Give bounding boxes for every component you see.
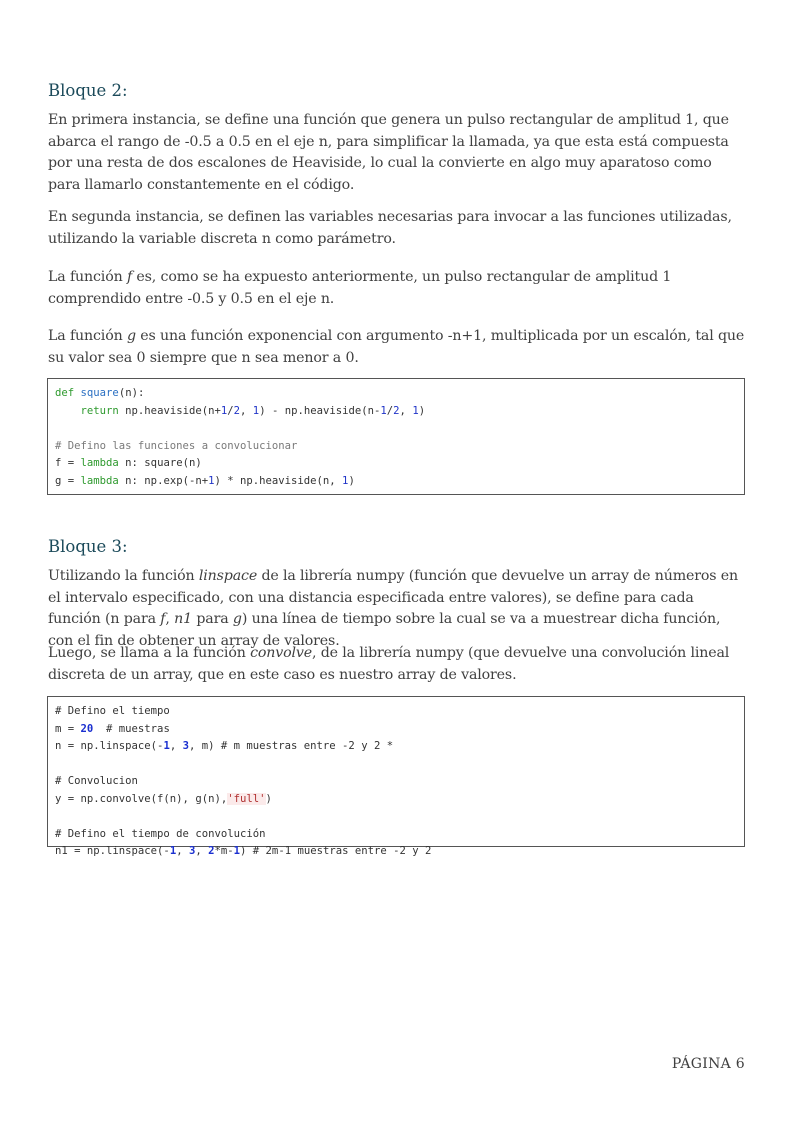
- code-token: 2: [233, 404, 241, 417]
- code-token: f =: [55, 457, 81, 469]
- code-token: # Defino las funciones a convolucionar: [55, 439, 298, 452]
- paragraph: [48, 326, 748, 369]
- code-line: [55, 721, 737, 739]
- code-token: 3: [188, 845, 196, 857]
- code-token: ): [265, 792, 272, 805]
- code-token: n: np.exp(-n+: [118, 474, 209, 487]
- paragraph: [48, 643, 748, 686]
- code-token: 1: [380, 404, 387, 417]
- code-line: [55, 791, 737, 809]
- code-token: def: [55, 387, 75, 399]
- code-token: /: [386, 404, 394, 417]
- code-token: lambda: [80, 474, 119, 487]
- text: es, como se ha expuesto anteriormente, un pulso rectangular de amplitud 1 comprendido entre -0.5 y 0.5 en el eje n.: [48, 269, 672, 307]
- code-line: [55, 385, 737, 403]
- code-token: # Defino el tiempo: [55, 705, 170, 717]
- text: , de la librería numpy (que devuelve una convolución lineal discreta de un array, que en este caso es nuestro array de valores.: [48, 645, 730, 683]
- text: n1: [174, 611, 192, 627]
- code-token: /: [227, 404, 234, 417]
- page-number: PÁGINA 6: [671, 1056, 745, 1072]
- code-token: m =: [55, 722, 81, 735]
- paragraph: En segunda instancia, se definen las variables necesarias para invocar a las funciones utilizadas, utilizando la variable discreta n como parámetro.: [48, 209, 732, 247]
- code-token: ): [348, 474, 355, 487]
- code-token: 1: [342, 474, 349, 487]
- code-line: [55, 703, 737, 721]
- code-token: , m) # m muestras entre -2 y 2 *: [188, 740, 394, 752]
- code-token: n1 = np.linspace(-: [55, 845, 170, 857]
- code-token: n = np.linspace(-: [55, 740, 164, 752]
- paragraph: [48, 267, 748, 310]
- code-line: [55, 473, 737, 491]
- text: de la librería numpy (función que devuelve un array de números en el intervalo especificado, con una distancia especificada entre valores), se define para cada función (n para: [48, 568, 739, 627]
- code-line: [55, 738, 737, 756]
- code-token: 1: [169, 845, 177, 857]
- text: Luego, se llama a la función: [48, 645, 251, 661]
- code-line: [55, 826, 737, 844]
- text: g: [232, 611, 242, 627]
- code-token: 3: [182, 740, 189, 752]
- code-token: ) * np.heaviside(n,: [214, 474, 343, 487]
- code-token: 1: [252, 404, 260, 417]
- code-line: [55, 773, 737, 791]
- code-token: ) # 2m-1 muestras entre -2 y 2: [240, 845, 432, 857]
- code-token: ,: [169, 740, 183, 752]
- code-token: 1: [208, 474, 215, 487]
- code-line: [55, 438, 737, 456]
- code-token: 'full': [227, 792, 266, 805]
- code-token: y = np.convolve(f(n), g(n),: [55, 792, 228, 805]
- code-token: ,: [240, 404, 253, 417]
- text: f: [160, 611, 166, 627]
- text: ) una línea de tiempo sobre la cual se va a muestrear dicha función, con el fin de obtener un array de valores.: [48, 611, 721, 649]
- text: f: [126, 269, 133, 285]
- code-line: [55, 808, 737, 826]
- code-line: [55, 756, 737, 774]
- code-token: ) - np.heaviside(n-: [259, 404, 381, 417]
- code-block: [47, 696, 745, 857]
- code-token: ,: [195, 845, 209, 857]
- code-token: lambda: [80, 457, 119, 469]
- code-token: # Convolucion: [55, 775, 138, 787]
- text: es una función exponencial con argumento -n+1, multiplicada por un escalón, tal que su valor sea 0 siempre que n sea menor a 0.: [48, 328, 745, 366]
- text: g: [126, 328, 136, 344]
- code-line: [55, 455, 737, 473]
- code-token: # Defino el tiempo de convolución: [55, 827, 266, 840]
- text: Utilizando la función: [48, 568, 199, 584]
- code-token: 2: [208, 845, 215, 857]
- code-token: np.heaviside(n+: [118, 404, 221, 417]
- code-line: [55, 843, 737, 861]
- section-heading-bloque-2: Bloque 2:: [48, 81, 128, 100]
- paragraph: [48, 566, 748, 652]
- code-token: # muestras: [93, 722, 170, 735]
- code-token: n: square(n): [118, 457, 202, 469]
- code-token: 1: [220, 404, 228, 417]
- code-token: ,: [176, 845, 189, 857]
- code-line: [55, 403, 737, 421]
- code-token: 1: [233, 845, 241, 857]
- code-token: (n):: [118, 387, 145, 399]
- code-token: 2: [393, 404, 400, 417]
- code-token: square: [80, 387, 119, 399]
- code-block: [47, 378, 745, 495]
- code-token: ): [418, 404, 426, 417]
- code-token: return: [80, 404, 119, 417]
- section-heading-bloque-3: Bloque 3:: [48, 537, 128, 556]
- code-token: *m-: [214, 845, 234, 857]
- text: convolve: [250, 645, 312, 661]
- text: para: [192, 611, 233, 627]
- code-token: 20: [80, 722, 94, 735]
- code-token: ,: [399, 404, 413, 417]
- text: ,: [165, 611, 175, 627]
- code-token: 1: [412, 404, 419, 417]
- code-token: g =: [55, 474, 81, 487]
- paragraph: En primera instancia, se define una función que genera un pulso rectangular de amplitud 1, que abarca el rango de -0.5 a 0.5 en el eje n, para simplificar la llamada, ya que esta está compuesta por una resta de dos escalones de Heaviside, lo cual la convierte en algo muy aparatoso como para llamarlo constantemente en el código.: [48, 112, 729, 193]
- text: linspace: [198, 568, 258, 584]
- code-line: [55, 420, 737, 438]
- text: La función: [48, 328, 127, 344]
- code-token: 1: [163, 740, 170, 752]
- code-token: [55, 405, 81, 417]
- text: La función: [48, 269, 127, 285]
